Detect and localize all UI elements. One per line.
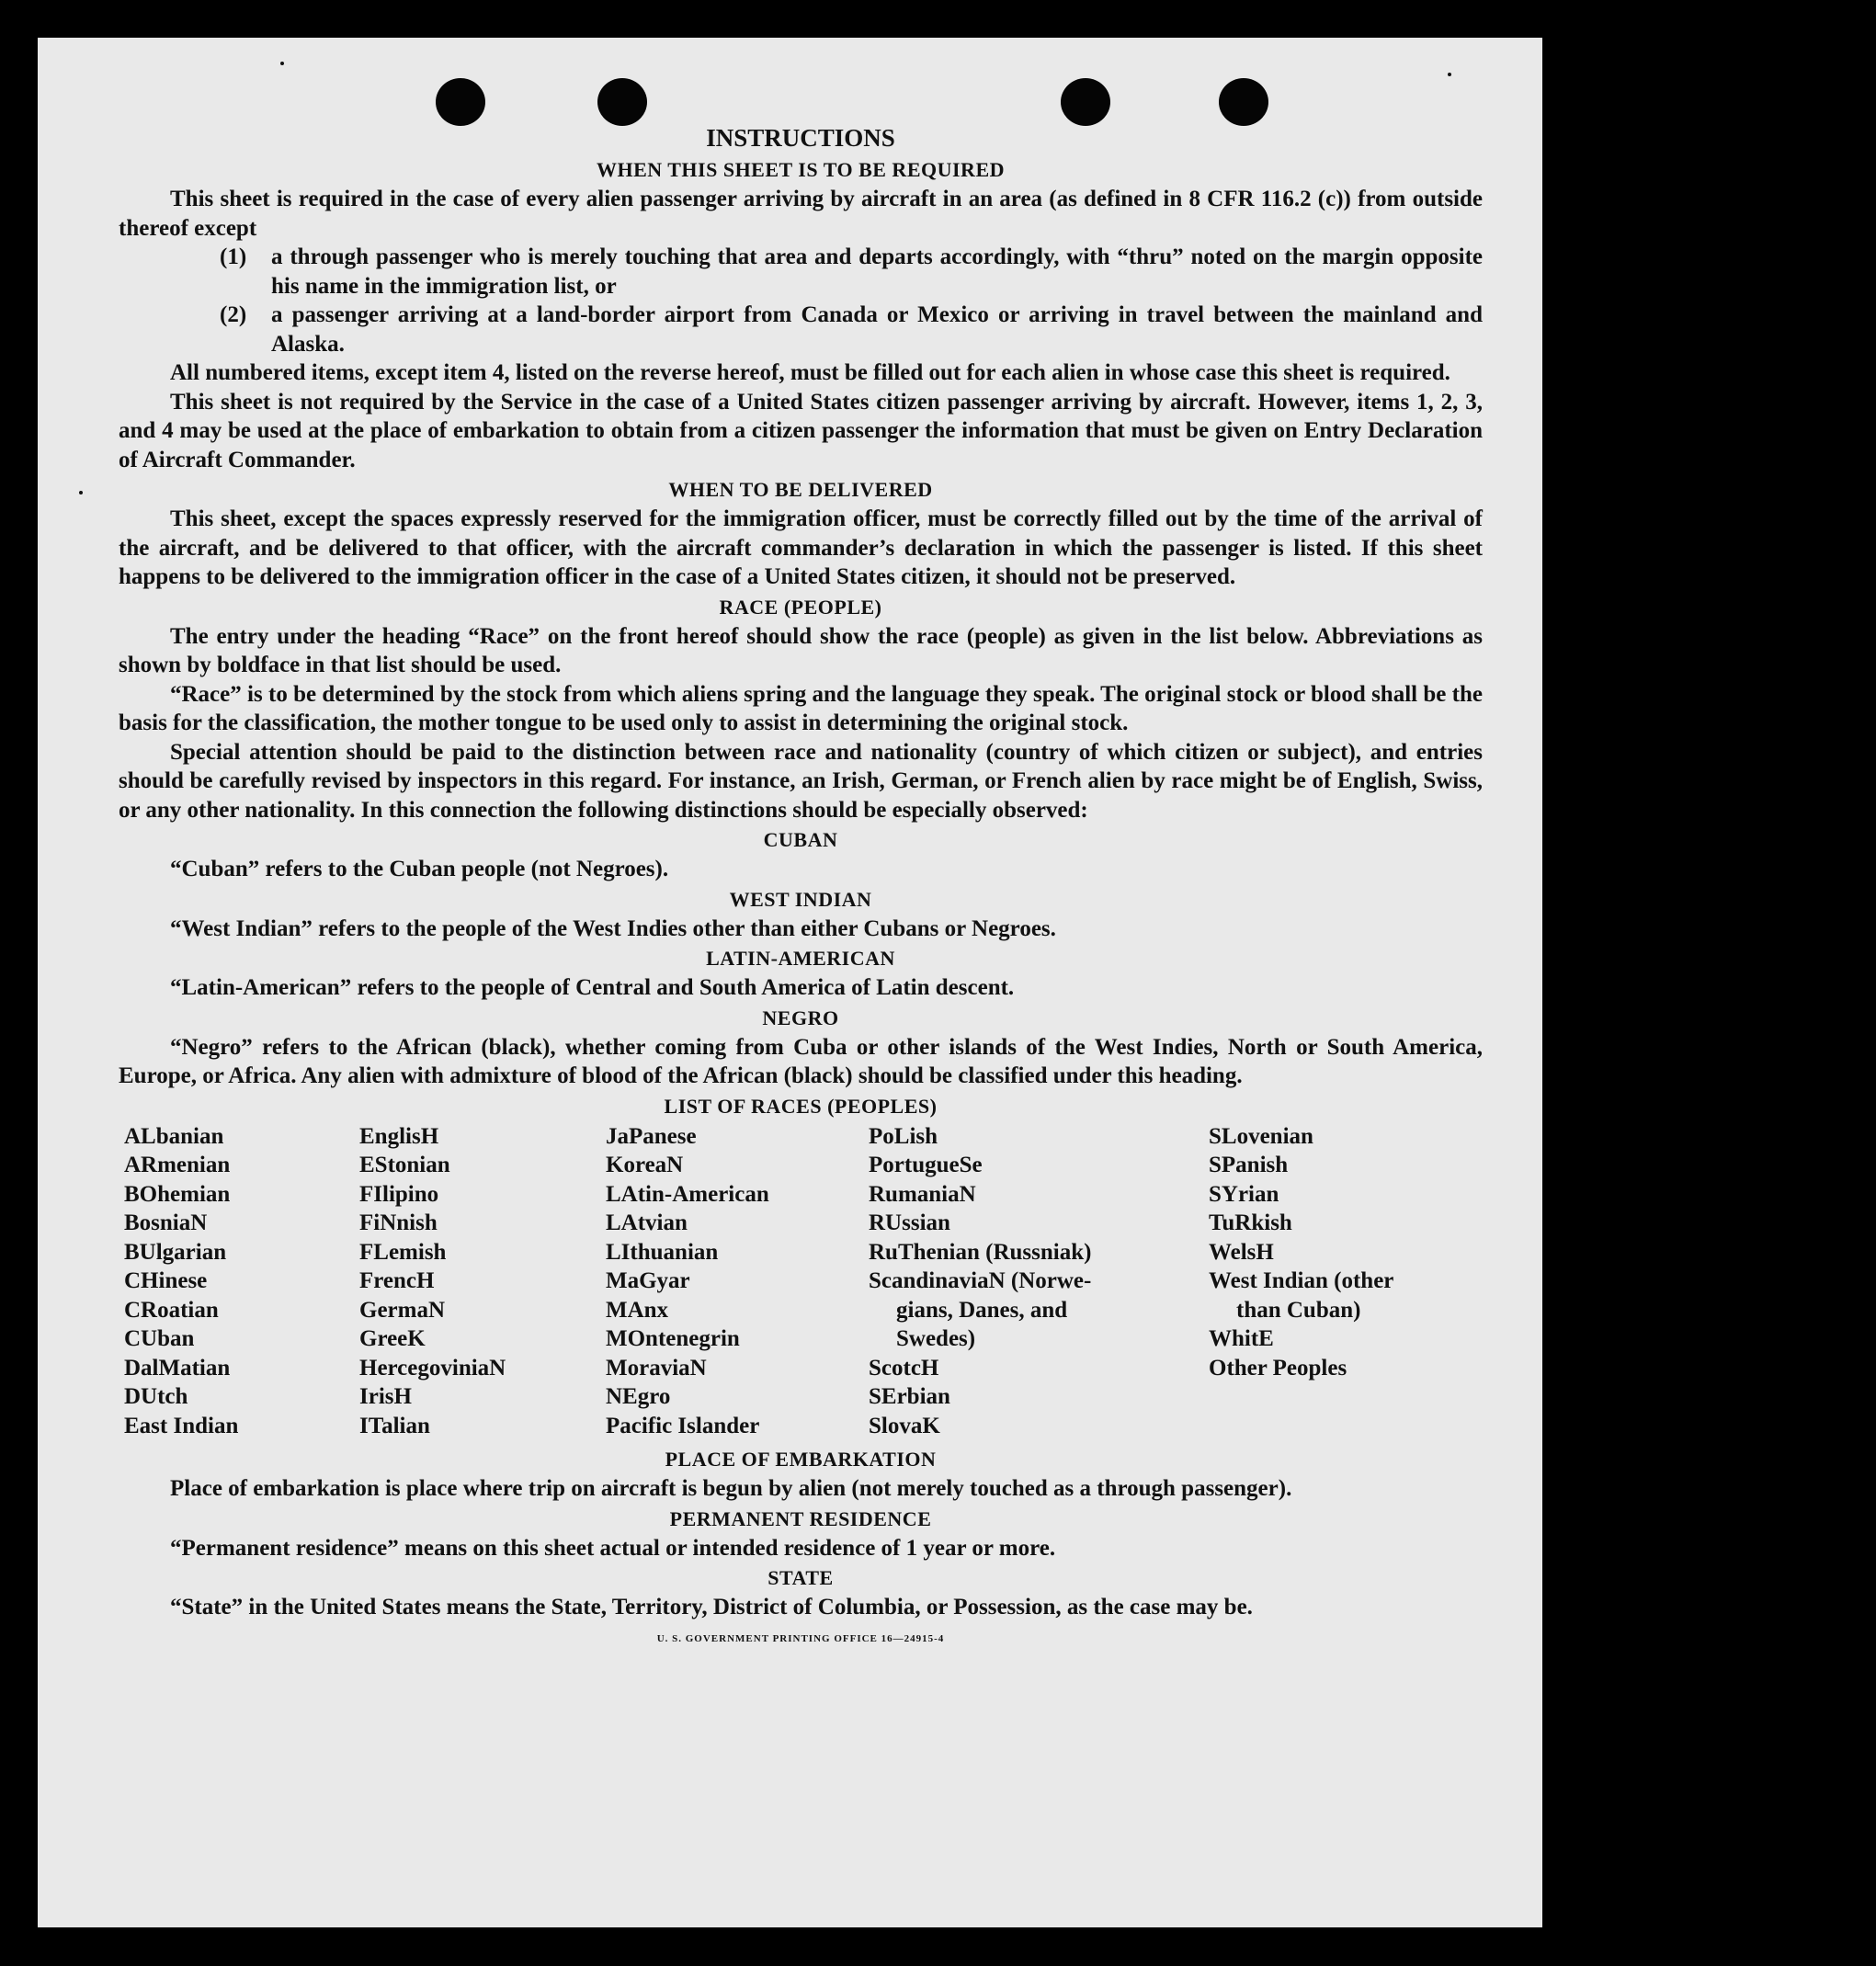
race-entry: WelsH: [1209, 1239, 1274, 1265]
race-entry: MAnx: [606, 1297, 669, 1323]
race-entry: BosniaN: [124, 1210, 208, 1235]
race-entry: RUssian: [869, 1210, 950, 1235]
race-entry: PoLish: [869, 1123, 938, 1149]
race-entry: ScotcH: [869, 1355, 939, 1381]
paragraph: Place of embarkation is place where trip on aircraft is begun by alien (not merely touched as a through passenger).: [170, 1476, 1292, 1501]
race-entry: SPanish: [1209, 1153, 1289, 1177]
race-entry: gians, Danes, and: [896, 1297, 1068, 1323]
race-entry: LAtin-American: [606, 1181, 769, 1207]
race-entry: EStonian: [359, 1153, 450, 1177]
race-entry: East Indian: [124, 1413, 239, 1438]
race-list: [124, 1122, 1483, 1441]
paragraph: “State” in the United States means the State, Territory, District of Columbia, or Possession, as the case may be.: [170, 1595, 1253, 1619]
list-item: [220, 301, 1483, 358]
item-text: a passenger arriving at a land-border airport from Canada or Mexico or arriving in travel between the mainland and Alaska.: [271, 302, 1483, 357]
race-entry: FIlipino: [359, 1181, 439, 1207]
race-entry: SYrian: [1209, 1181, 1279, 1207]
paragraph: This sheet is required in the case of every alien passenger arriving by aircraft in an area (as defined in 8 CFR 116.2 (c)) from outside thereof except: [119, 187, 1483, 241]
race-entry: RumaniaN: [869, 1181, 976, 1207]
section-heading-residence: PERMANENT RESIDENCE: [669, 1506, 932, 1530]
race-entry: West Indian (other: [1209, 1268, 1394, 1293]
race-entry: LIthuanian: [606, 1239, 719, 1265]
race-entry: CHinese: [124, 1268, 208, 1293]
race-entry: ITalian: [359, 1413, 430, 1438]
race-entry: PortugueSe: [869, 1153, 983, 1177]
race-entry: EnglisH: [359, 1123, 439, 1149]
race-entry: NEgro: [606, 1384, 671, 1409]
speck: [1448, 73, 1451, 76]
race-entry: FrencH: [359, 1268, 435, 1293]
race-entry: CUban: [124, 1326, 195, 1351]
paragraph: “Race” is to be determined by the stock from which aliens spring and the language they speak. The original stock or blood shall be the basis for the classification, the mother tongue to be used only to assist in determining the original stock.: [119, 681, 1483, 735]
paragraph: Special attention should be paid to the distinction between race and nationality (country of which citizen or subject), and entries should be carefully revised by inspectors in this regard. For instance, an Irish, German, or French alien by race might be of English, Swiss, or any other nationality. In this connection the following distinctions should be especially observed:: [119, 739, 1483, 823]
race-entry: WhitE: [1209, 1326, 1274, 1351]
section-heading-state: STATE: [767, 1566, 834, 1589]
race-entry: IrisH: [359, 1384, 412, 1409]
race-entry: GermaN: [359, 1297, 446, 1323]
paragraph: “Permanent residence” means on this sheet actual or intended residence of 1 year or more.: [170, 1535, 1056, 1561]
race-entry: FLemish: [359, 1239, 447, 1265]
race-entry: CRoatian: [124, 1297, 219, 1323]
race-entry: MoraviaN: [606, 1355, 707, 1381]
paragraph: All numbered items, except item 4, listed on the reverse hereof, must be filled out for each alien in whose case this sheet is required.: [170, 360, 1450, 385]
paragraph: This sheet, except the spaces expressly reserved for the immigration officer, must be correctly filled out by the time of the arrival of the aircraft, and be delivered to that officer, with the aircraft commander’s declaration in which the passenger is listed. If this sheet happens to be delivered to the immigration officer in the case of a United States citizen, it should not be preserved.: [119, 506, 1483, 589]
race-column: [1209, 1122, 1457, 1441]
race-entry: SLovenian: [1209, 1123, 1313, 1149]
instructions-content: [119, 119, 1483, 1644]
section-heading-delivered: WHEN TO BE DELIVERED: [668, 478, 933, 501]
printer-imprint: U. S. GOVERNMENT PRINTING OFFICE 16—24915-4: [656, 1632, 945, 1644]
race-entry: MOntenegrin: [606, 1326, 740, 1351]
race-entry: TuRkish: [1209, 1210, 1292, 1235]
race-entry: GreeK: [359, 1326, 426, 1351]
section-heading-negro: NEGRO: [762, 1006, 839, 1029]
document-page: [38, 38, 1542, 1927]
race-column: [359, 1122, 606, 1441]
race-entry: BUlgarian: [124, 1239, 227, 1265]
section-heading-required: WHEN THIS SHEET IS TO BE REQUIRED: [596, 158, 1006, 181]
section-heading-west-indian: WEST INDIAN: [729, 887, 872, 911]
race-entry: MaGyar: [606, 1268, 690, 1293]
race-entry: SlovaK: [869, 1413, 940, 1438]
race-entry: than Cuban): [1236, 1297, 1361, 1323]
race-column: [869, 1122, 1209, 1441]
section-heading-latin-american: LATIN-AMERICAN: [706, 947, 895, 970]
section-heading-embarkation: PLACE OF EMBARKATION: [665, 1448, 937, 1471]
race-column: [606, 1122, 869, 1441]
race-column: [124, 1122, 359, 1441]
race-entry: ALbanian: [124, 1123, 224, 1149]
item-number: (1): [220, 244, 247, 269]
paragraph: The entry under the heading “Race” on the front hereof should show the race (people) as given in the list below. Abbreviations as shown by boldface in that list should be used.: [119, 623, 1483, 677]
paragraph: “Negro” refers to the African (black), whether coming from Cuba or other islands of the West Indies, North or South America, Europe, or Africa. Any alien with admixture of blood of the African (black) should be classified under this heading.: [119, 1034, 1483, 1088]
race-entry: FiNnish: [359, 1210, 438, 1235]
item-text: a through passenger who is merely touching that area and departs accordingly, with “thru” noted on the margin opposite his name in the immigration list, or: [271, 244, 1483, 299]
race-entry: LAtvian: [606, 1210, 688, 1235]
race-entry: JaPanese: [606, 1123, 697, 1149]
paragraph: “Latin-American” refers to the people of Central and South America of Latin descent.: [170, 975, 1015, 1000]
race-entry: KoreaN: [606, 1153, 684, 1177]
race-entry: ARmenian: [124, 1153, 231, 1177]
race-entry: ScandinaviaN (Norwe-: [869, 1268, 1092, 1293]
item-number: (2): [220, 302, 247, 327]
section-heading-list: LIST OF RACES (PEOPLES): [664, 1094, 938, 1118]
section-heading-race: RACE (PEOPLE): [719, 595, 882, 619]
speck: [79, 491, 83, 494]
list-item: [220, 243, 1483, 301]
race-entry: Other Peoples: [1209, 1355, 1347, 1381]
race-entry: SErbian: [869, 1384, 950, 1409]
race-entry: RuThenian (Russniak): [869, 1239, 1092, 1265]
race-entry: Pacific Islander: [606, 1413, 760, 1438]
paragraph: “West Indian” refers to the people of the West Indies other than either Cubans or Negroes.: [170, 915, 1056, 941]
paragraph: “Cuban” refers to the Cuban people (not Negroes).: [170, 857, 669, 881]
race-entry: DUtch: [124, 1384, 188, 1409]
page-title: INSTRUCTIONS: [706, 124, 895, 152]
paragraph: This sheet is not required by the Service in the case of a United States citizen passenger arriving by aircraft. However, items 1, 2, 3, and 4 may be used at the place of embarkation to obtain from a citizen passenger the information that must be given on Entry Declaration of Aircraft Commander.: [119, 389, 1483, 472]
section-heading-cuban: CUBAN: [763, 828, 838, 851]
speck: [280, 62, 284, 65]
race-entry: Swedes): [896, 1326, 976, 1351]
race-entry: HercegoviniaN: [359, 1355, 506, 1381]
race-entry: DalMatian: [124, 1355, 231, 1381]
race-entry: BOhemian: [124, 1181, 231, 1207]
